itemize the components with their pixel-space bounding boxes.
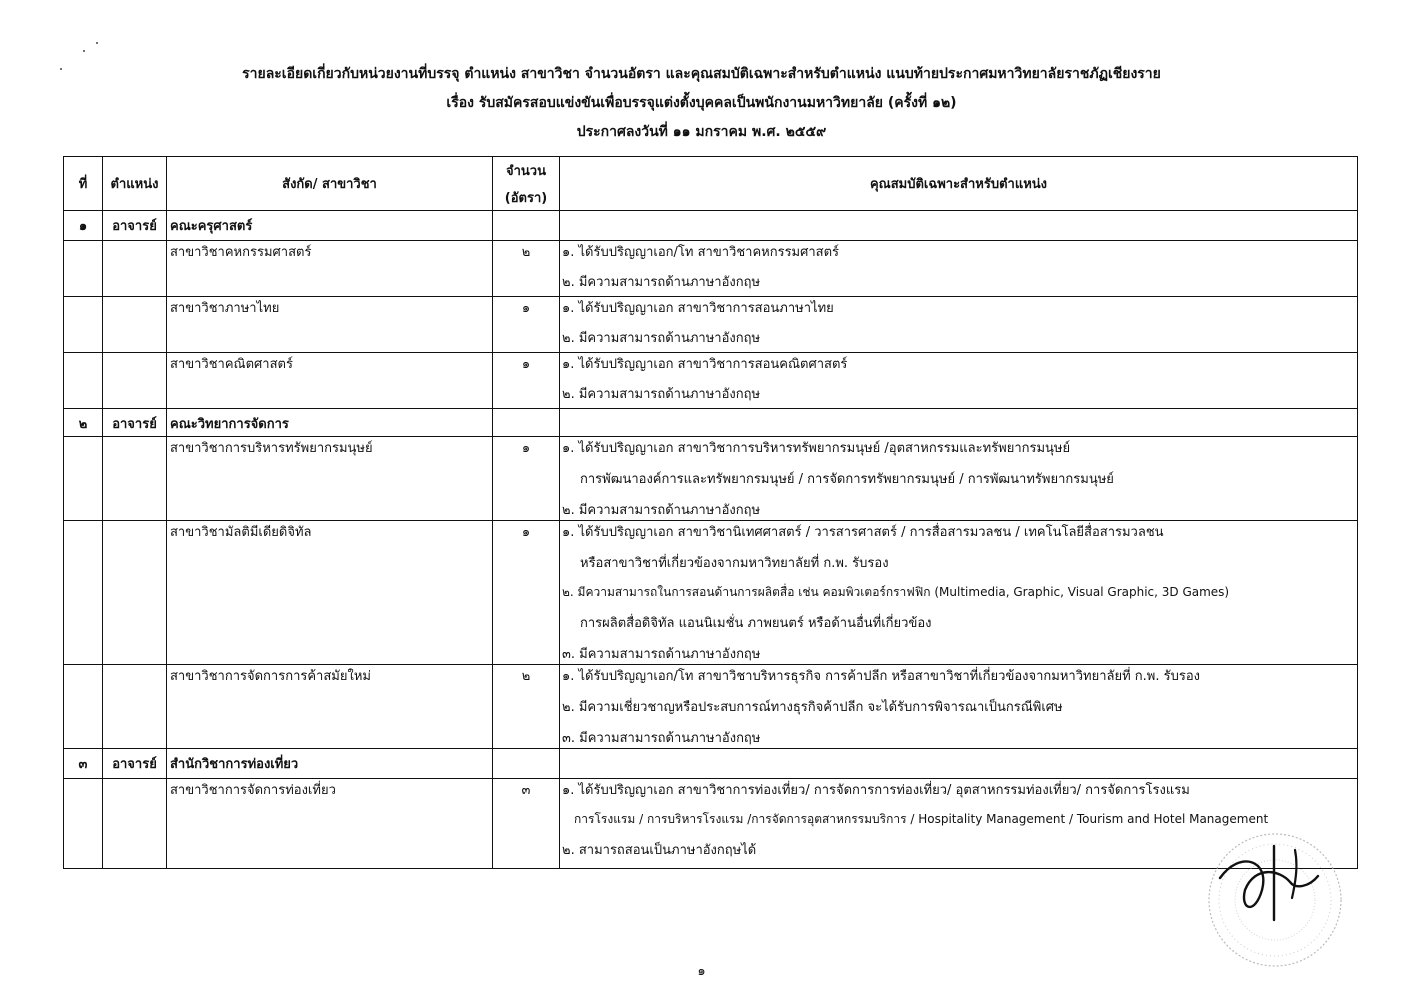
faculty-name: สำนักวิชาการท่องเที่ยว: [167, 749, 493, 779]
announcement-date: ประกาศลงวันที่ ๑๑ มกราคม พ.ศ. ๒๕๕๙: [576, 124, 827, 140]
col-header-unit: สังกัด/ สาขาวิชา: [167, 157, 493, 211]
group-row: [64, 409, 1358, 437]
group-tourism: [64, 749, 1358, 869]
group-row: [64, 211, 1358, 241]
major-row: [64, 353, 1358, 409]
faculty-name: คณะครุศาสตร์: [167, 211, 493, 241]
rate-value: ๑: [493, 297, 560, 353]
major-row: [64, 665, 1358, 749]
qualification-line: ๑. ได้รับปริญญาเอก/โท สาขาวิชาคหกรรมศาสตร์: [562, 245, 840, 260]
document-title: รายละเอียดเกี่ยวกับหน่วยงานที่บรรจุ ตำแหน่ง สาขาวิชา จำนวนอัตรา และคุณสมบัติเฉพาะสำหรับตำแหน่ง แนบท้ายประกาศมหาวิทยาลัยราชภัฏเชียงราย: [242, 66, 1161, 82]
group-number: ๒: [64, 409, 103, 437]
major-row: [64, 241, 1358, 297]
rate-value: ๑: [493, 437, 560, 521]
qualification-line: ๑. ได้รับปริญญาเอก สาขาวิชาการท่องเที่ยว/ การจัดการการท่องเที่ยว/ อุตสาหกรรมท่องเที่ยว/ การจัดการโรงแรม: [562, 783, 1190, 798]
group-education: [64, 211, 1358, 409]
major-name: สาขาวิชาคณิตศาสตร์: [167, 353, 493, 409]
faculty-name: คณะวิทยาการจัดการ: [167, 409, 493, 437]
qualification-line: ๒. มีความสามารถด้านภาษาอังกฤษ: [562, 275, 761, 290]
position-title: อาจารย์: [103, 749, 167, 779]
qualification-line: ๓. มีความสามารถด้านภาษาอังกฤษ: [562, 647, 761, 662]
rate-value: ๒: [493, 241, 560, 297]
qualification-line: ๒. สามารถสอนเป็นภาษาอังกฤษได้: [562, 843, 757, 858]
major-name: สาขาวิชาการจัดการท่องเที่ยว: [167, 779, 493, 869]
rate-value: ๑: [493, 521, 560, 665]
qualification-line: ๒. มีความสามารถในการสอนด้านการผลิตสื่อ เช่น คอมพิวเตอร์กราฟฟิก (Multimedia, Graphic, Visual Graphic, 3D Games): [562, 585, 1230, 599]
scan-speck: [83, 50, 85, 52]
major-name: สาขาวิชาการบริหารทรัพยากรมนุษย์: [167, 437, 493, 521]
major-row: [64, 297, 1358, 353]
qualification-line: หรือสาขาวิชาที่เกี่ยวข้องจากมหาวิทยาลัยที่ ก.พ. รับรอง: [580, 556, 889, 571]
page-number: ๑: [697, 964, 706, 979]
qualification-line: การผลิตสื่อดิจิทัล แอนนิเมชั่น ภาพยนตร์ หรือด้านอื่นที่เกี่ยวข้อง: [580, 616, 932, 631]
positions-table: [63, 156, 1358, 869]
group-management-science: [64, 409, 1358, 749]
qualification-line: ๒. มีความสามารถด้านภาษาอังกฤษ: [562, 331, 761, 346]
rate-value: ๓: [493, 779, 560, 869]
group-number: ๓: [64, 749, 103, 779]
qualification-line: การโรงแรม / การบริหารโรงแรม /การจัดการอุตสาหกรรมบริการ / Hospitality Management / Tourism and Hotel Management: [574, 812, 1269, 826]
position-title: อาจารย์: [103, 409, 167, 437]
document-subject: เรื่อง รับสมัครสอบแข่งขันเพื่อบรรจุแต่งตั้งบุคคลเป็นพนักงานมหาวิทยาลัย (ครั้งที่ ๑๒): [446, 95, 957, 111]
major-name: สาขาวิชาคหกรรมศาสตร์: [167, 241, 493, 297]
qualification-line: ๑. ได้รับปริญญาเอก/โท สาขาวิชาบริหารธุรกิจ การค้าปลีก หรือสาขาวิชาที่เกี่ยวข้องจากมหาวิทยาลัยที่ ก.พ. รับรอง: [562, 669, 1200, 684]
major-name: สาขาวิชาภาษาไทย: [167, 297, 493, 353]
col-header-qualification: คุณสมบัติเฉพาะสำหรับตำแหน่ง: [560, 157, 1358, 211]
col-header-no: ที่: [64, 157, 103, 211]
qualification-line: ๓. มีความสามารถด้านภาษาอังกฤษ: [562, 731, 761, 746]
major-row: [64, 779, 1358, 869]
qualification-line: ๑. ได้รับปริญญาเอก สาขาวิชานิเทศศาสตร์ / วารสารศาสตร์ / การสื่อสารมวลชน / เทคโนโลยีสื่อสารมวลชน: [562, 525, 1164, 540]
rate-header-line1: จำนวน: [506, 163, 546, 179]
group-row: [64, 749, 1358, 779]
qualification-line: ๑. ได้รับปริญญาเอก สาขาวิชาการสอนภาษาไทย: [562, 301, 834, 316]
qualification-line: ๒. มีความสามารถด้านภาษาอังกฤษ: [562, 387, 761, 402]
official-seal-signature: [1200, 820, 1350, 980]
col-header-position: ตำแหน่ง: [103, 157, 167, 211]
major-row: [64, 437, 1358, 521]
col-header-rate: [493, 157, 560, 211]
group-number: ๑: [64, 211, 103, 241]
major-row: [64, 521, 1358, 665]
scan-speck: [96, 42, 98, 44]
position-title: อาจารย์: [103, 211, 167, 241]
qualification-line: การพัฒนาองค์การและทรัพยากรมนุษย์ / การจัดการทรัพยากรมนุษย์ / การพัฒนาทรัพยากรมนุษย์: [580, 472, 1114, 487]
rate-value: ๑: [493, 353, 560, 409]
table-header-row: [64, 157, 1358, 211]
major-name: สาขาวิชามัลติมีเดียดิจิทัล: [167, 521, 493, 665]
qualification-line: ๑. ได้รับปริญญาเอก สาขาวิชาการสอนคณิตศาสตร์: [562, 357, 848, 372]
qualification-line: ๒. มีความเชี่ยวชาญหรือประสบการณ์ทางธุรกิจค้าปลีก จะได้รับการพิจารณาเป็นกรณีพิเศษ: [562, 700, 1063, 715]
rate-header-line2: (อัตรา): [504, 190, 548, 206]
major-name: สาขาวิชาการจัดการการค้าสมัยใหม่: [167, 665, 493, 749]
rate-value: ๒: [493, 665, 560, 749]
qualification-line: ๒. มีความสามารถด้านภาษาอังกฤษ: [562, 503, 761, 518]
qualification-line: ๑. ได้รับปริญญาเอก สาขาวิชาการบริหารทรัพยากรมนุษย์ /อุตสาหกรรมและทรัพยากรมนุษย์: [562, 441, 1071, 456]
